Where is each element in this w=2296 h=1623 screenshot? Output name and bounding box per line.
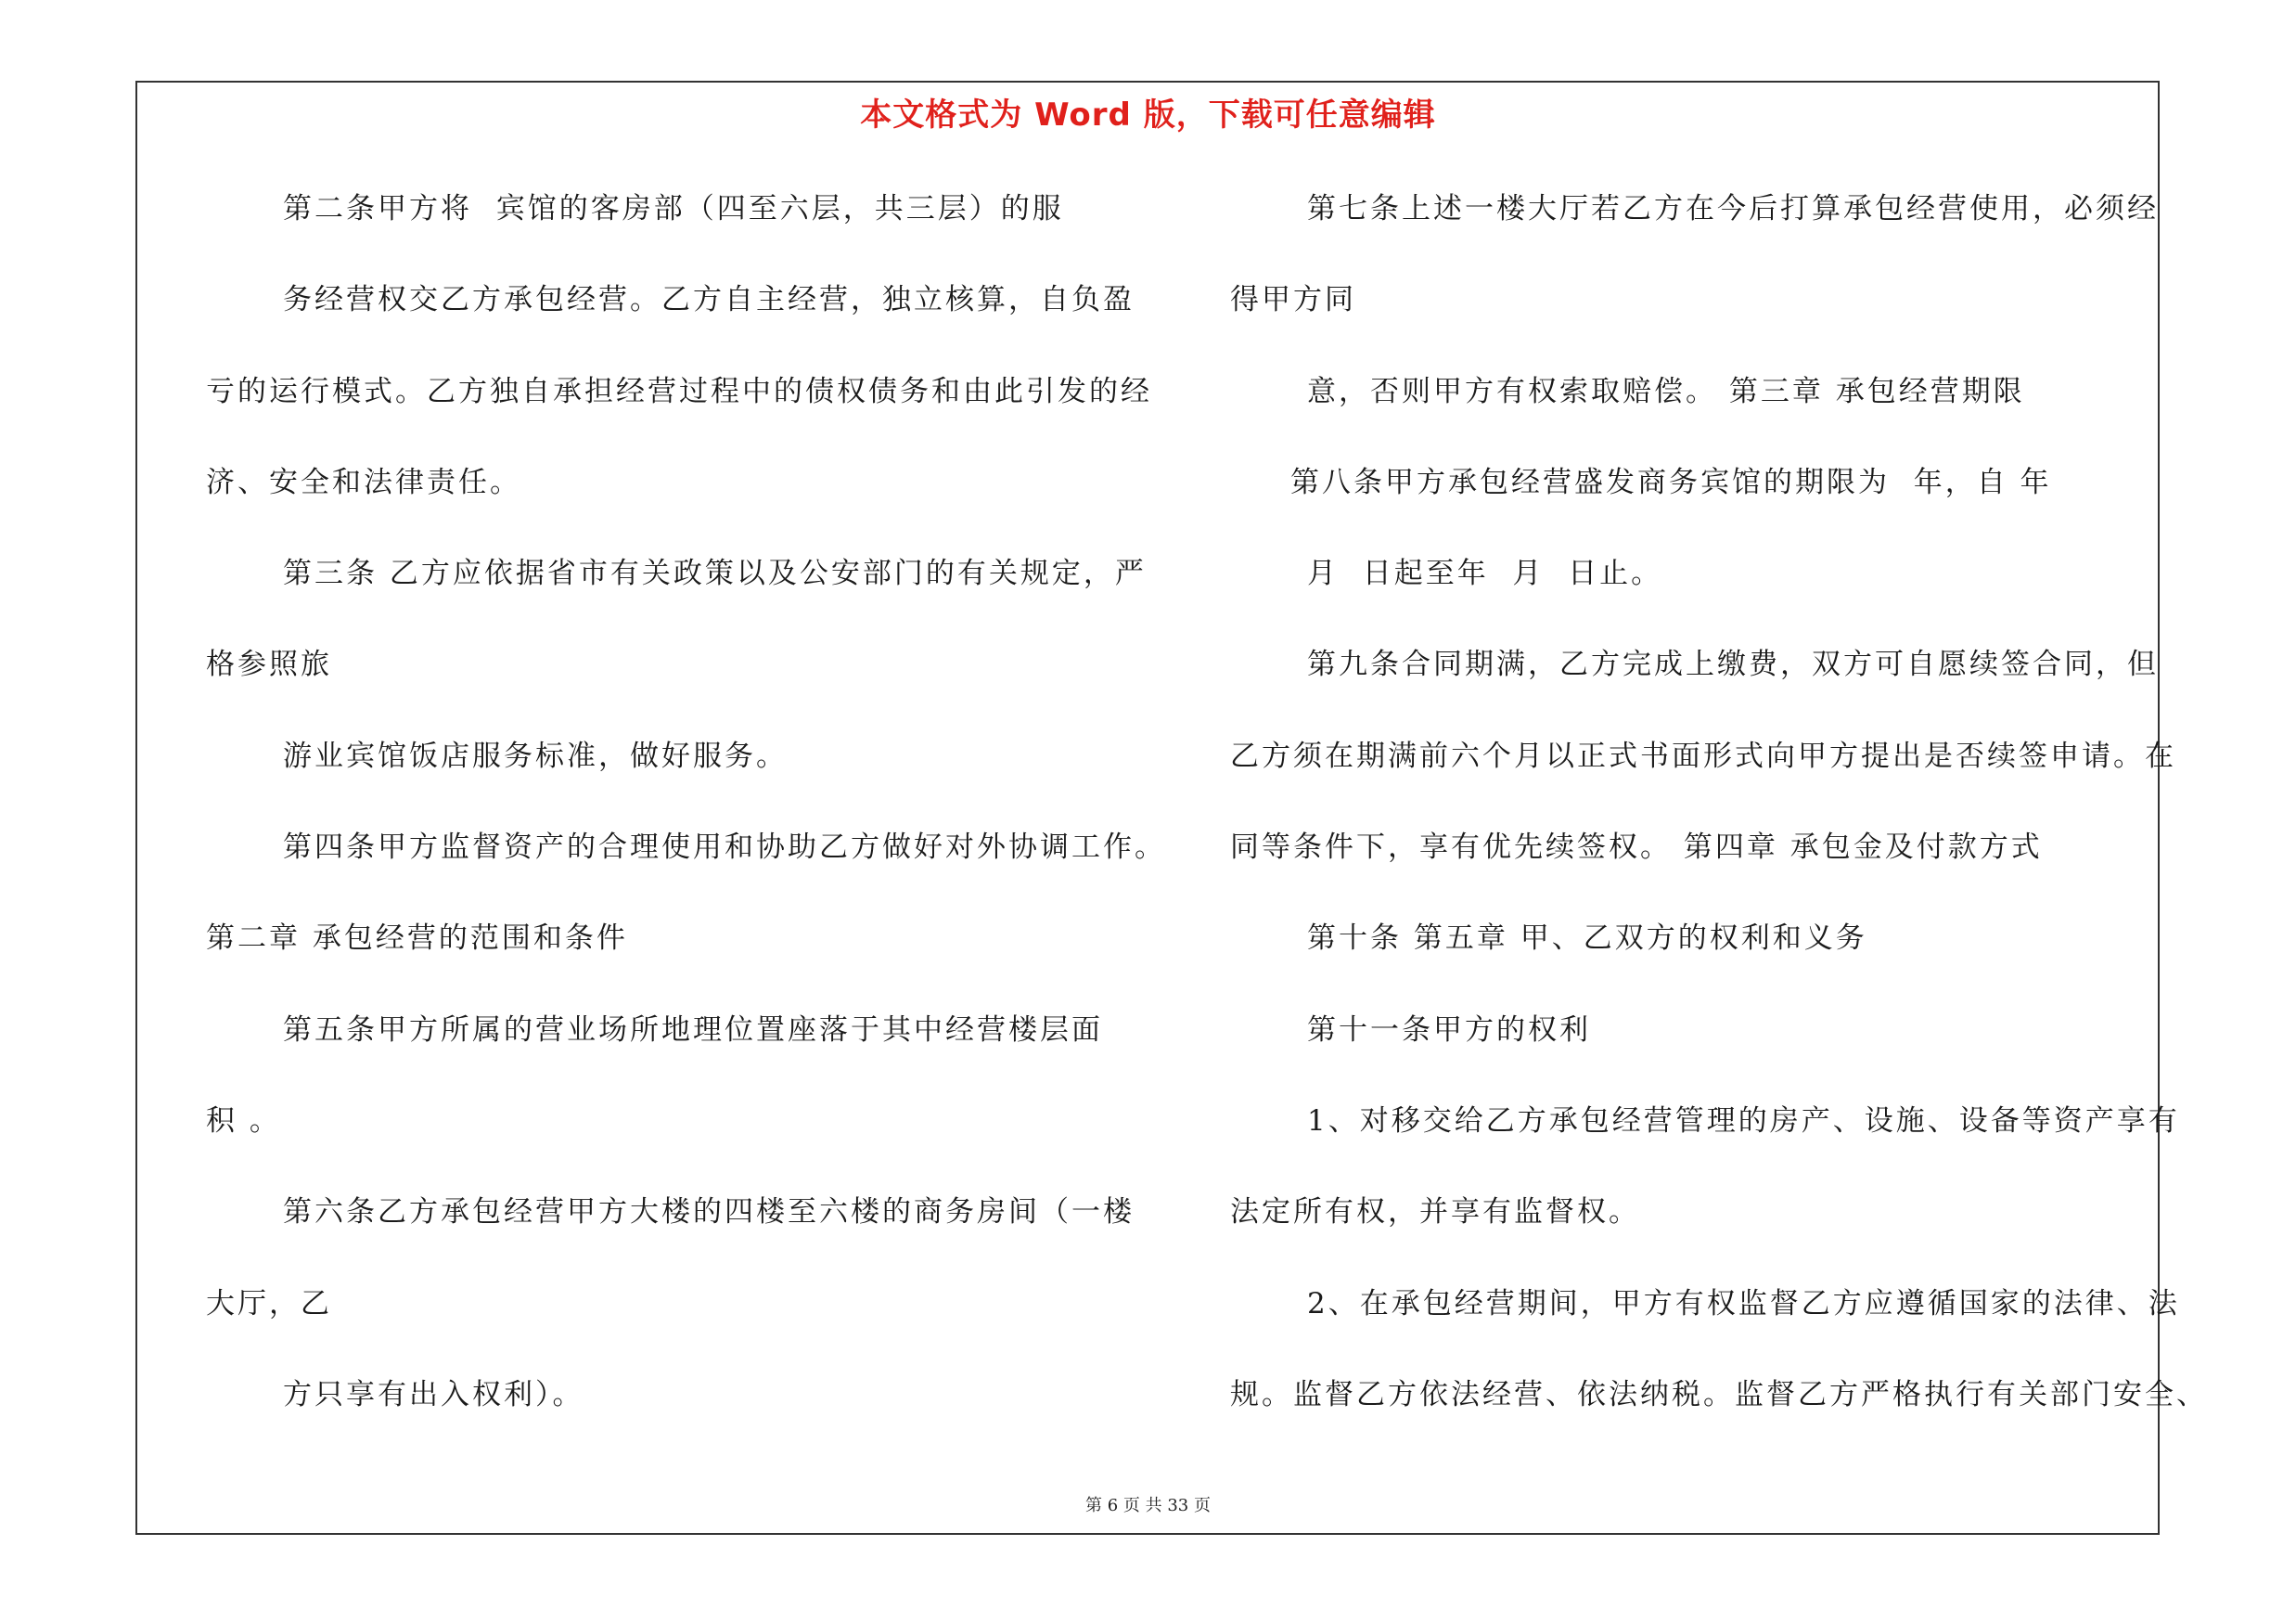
text-line: 第八条甲方承包经营盛发商务宾馆的期限为 年，自 年 — [1290, 465, 2052, 499]
text-line: 第十条 第五章 甲、乙双方的权利和义务 — [1307, 921, 1867, 956]
text-line: 意，否则甲方有权索取赔偿。 第三章 承包经营期限 — [1307, 374, 2025, 408]
text-line: 乙方须在期满前六个月以正式书面形式向甲方提出是否续签申请。在 — [1230, 739, 2176, 773]
text-line: 第九条合同期满，乙方完成上缴费，双方可自愿续签合同，但 — [1307, 648, 2159, 682]
text-line: 2、在承包经营期间，甲方有权监督乙方应遵循国家的法律、法 — [1307, 1286, 2180, 1320]
text-line: 第二章 承包经营的范围和条件 — [206, 921, 628, 956]
text-line: 第四条甲方监督资产的合理使用和协助乙方做好对外协调工作。 — [283, 831, 1166, 865]
text-line: 亏的运行模式。乙方独自承担经营过程中的债权债务和由此引发的经 — [206, 374, 1152, 408]
text-line: 游业宾馆饭店服务标准，做好服务。 — [283, 739, 788, 773]
text-line: 月 日起至年 月 日止。 — [1307, 557, 1663, 591]
text-line: 务经营权交乙方承包经营。乙方自主经营，独立核算，自负盈 — [283, 283, 1135, 317]
text-line: 同等条件下，享有优先续签权。 第四章 承包金及付款方式 — [1230, 831, 2043, 865]
text-line: 1、对移交给乙方承包经营管理的房产、设施、设备等资产享有 — [1307, 1103, 2180, 1138]
text-line: 大厅，乙 — [206, 1286, 332, 1320]
text-line: 法定所有权，并享有监督权。 — [1230, 1195, 1640, 1230]
text-line: 格参照旅 — [206, 648, 332, 682]
text-line: 得甲方同 — [1230, 283, 1356, 317]
text-line: 规。监督乙方依法经营、依法纳税。监督乙方严格执行有关部门安全、 — [1230, 1377, 2208, 1411]
right-text-column — [1230, 181, 2208, 1458]
text-line: 济、安全和法律责任。 — [206, 465, 521, 499]
text-line: 积 。 — [206, 1103, 281, 1138]
left-text-column — [206, 181, 1166, 1458]
page-number: 第 6 页 共 33 页 — [1085, 1496, 1211, 1515]
format-banner: 本文格式为 Word 版，下载可任意编辑 — [860, 97, 1436, 134]
text-line: 方只享有出入权利）。 — [283, 1377, 584, 1411]
text-line: 第七条上述一楼大厅若乙方在今后打算承包经营使用，必须经 — [1307, 192, 2159, 225]
text-line: 第五条甲方所属的营业场所地理位置座落于其中经营楼层面 — [283, 1012, 1103, 1047]
text-line: 第十一条甲方的权利 — [1307, 1012, 1591, 1047]
text-line: 第三条 乙方应依据省市有关政策以及公安部门的有关规定，严 — [283, 557, 1147, 591]
text-line: 第六条乙方承包经营甲方大楼的四楼至六楼的商务房间（一楼 — [283, 1195, 1135, 1230]
text-line: 第二条甲方将 宾馆的客房部（四至六层，共三层）的服 — [283, 192, 1064, 225]
